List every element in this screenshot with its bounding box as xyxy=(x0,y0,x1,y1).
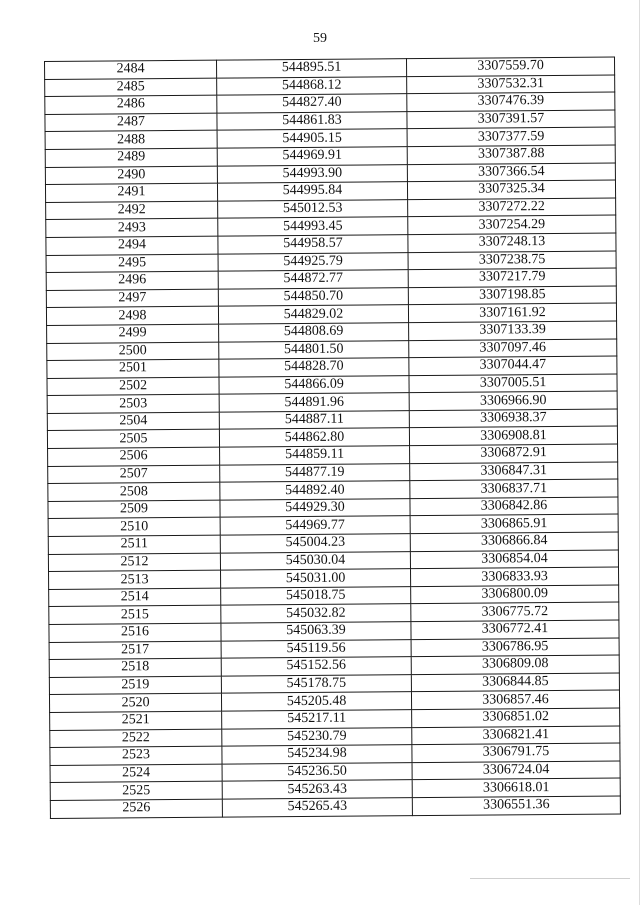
point-number-cell: 2499 xyxy=(47,324,219,343)
x-coordinate-cell: 544993.45 xyxy=(218,217,408,236)
x-coordinate-cell: 545119.56 xyxy=(221,639,411,658)
x-coordinate-cell: 544993.90 xyxy=(217,164,407,183)
x-coordinate-cell: 544929.30 xyxy=(220,498,410,517)
point-number-cell: 2521 xyxy=(50,711,222,730)
y-coordinate-cell: 3307198.85 xyxy=(408,286,616,305)
point-number-cell: 2517 xyxy=(49,641,221,660)
x-coordinate-cell: 545205.48 xyxy=(221,692,411,711)
x-coordinate-cell: 544861.83 xyxy=(217,111,407,130)
y-coordinate-cell: 3307366.54 xyxy=(407,163,615,182)
y-coordinate-cell: 3307005.51 xyxy=(409,374,617,393)
y-coordinate-cell: 3306842.86 xyxy=(410,497,618,516)
point-number-cell: 2493 xyxy=(46,218,218,237)
point-number-cell: 2500 xyxy=(47,342,219,361)
point-number-cell: 2486 xyxy=(45,95,217,114)
y-coordinate-cell: 3306857.46 xyxy=(411,690,619,709)
y-coordinate-cell: 3307044.47 xyxy=(409,356,617,375)
point-number-cell: 2524 xyxy=(50,764,222,783)
x-coordinate-cell: 544859.11 xyxy=(220,446,410,465)
point-number-cell: 2503 xyxy=(47,394,219,413)
y-coordinate-cell: 3306821.41 xyxy=(412,726,620,745)
y-coordinate-cell: 3306847.31 xyxy=(410,462,618,481)
y-coordinate-cell: 3306809.08 xyxy=(411,655,619,674)
y-coordinate-cell: 3306772.41 xyxy=(411,620,619,639)
x-coordinate-cell: 545217.11 xyxy=(222,710,412,729)
x-coordinate-cell: 544866.09 xyxy=(219,375,409,394)
y-coordinate-cell: 3307532.31 xyxy=(407,75,615,94)
y-coordinate-cell: 3307133.39 xyxy=(409,321,617,340)
y-coordinate-cell: 3306872.91 xyxy=(410,444,618,463)
y-coordinate-cell: 3307377.59 xyxy=(407,127,615,146)
point-number-cell: 2505 xyxy=(47,430,219,449)
x-coordinate-cell: 545234.98 xyxy=(222,745,412,764)
x-coordinate-cell: 545004.23 xyxy=(220,534,410,553)
point-number-cell: 2512 xyxy=(48,553,220,572)
point-number-cell: 2502 xyxy=(47,377,219,396)
point-number-cell: 2496 xyxy=(46,271,218,290)
y-coordinate-cell: 3306551.36 xyxy=(412,796,620,815)
y-coordinate-cell: 3306866.84 xyxy=(410,532,618,551)
point-number-cell: 2484 xyxy=(45,60,217,79)
y-coordinate-cell: 3307391.57 xyxy=(407,110,615,129)
y-coordinate-cell: 3307272.22 xyxy=(408,198,616,217)
point-number-cell: 2491 xyxy=(45,183,217,202)
x-coordinate-cell: 544958.57 xyxy=(218,235,408,254)
point-number-cell: 2508 xyxy=(48,482,220,501)
y-coordinate-cell: 3307559.70 xyxy=(406,57,614,76)
x-coordinate-cell: 544895.51 xyxy=(216,59,406,78)
x-coordinate-cell: 545031.00 xyxy=(221,569,411,588)
coordinates-table xyxy=(44,57,621,819)
x-coordinate-cell: 545265.43 xyxy=(222,798,412,817)
x-coordinate-cell: 545236.50 xyxy=(222,762,412,781)
y-coordinate-cell: 3306865.91 xyxy=(410,514,618,533)
x-coordinate-cell: 545032.82 xyxy=(221,604,411,623)
point-number-cell: 2507 xyxy=(48,465,220,484)
y-coordinate-cell: 3307325.34 xyxy=(407,180,615,199)
x-coordinate-cell: 545152.56 xyxy=(221,657,411,676)
point-number-cell: 2520 xyxy=(49,694,221,713)
x-coordinate-cell: 545063.39 xyxy=(221,622,411,641)
point-number-cell: 2504 xyxy=(47,412,219,431)
point-number-cell: 2513 xyxy=(49,570,221,589)
x-coordinate-cell: 544995.84 xyxy=(217,182,407,201)
y-coordinate-cell: 3306800.09 xyxy=(411,585,619,604)
y-coordinate-cell: 3306854.04 xyxy=(410,550,618,569)
x-coordinate-cell: 544877.19 xyxy=(220,463,410,482)
point-number-cell: 2516 xyxy=(49,623,221,642)
coordinates-table-body xyxy=(45,57,621,818)
coordinates-table-container xyxy=(44,57,620,819)
y-coordinate-cell: 3306837.71 xyxy=(410,479,618,498)
x-coordinate-cell: 544827.40 xyxy=(217,94,407,113)
x-coordinate-cell: 544969.91 xyxy=(217,147,407,166)
point-number-cell: 2523 xyxy=(50,746,222,765)
point-number-cell: 2525 xyxy=(50,781,222,800)
point-number-cell: 2506 xyxy=(48,447,220,466)
point-number-cell: 2522 xyxy=(50,729,222,748)
x-coordinate-cell: 545263.43 xyxy=(222,780,412,799)
point-number-cell: 2494 xyxy=(46,236,218,255)
y-coordinate-cell: 3306851.02 xyxy=(412,708,620,727)
point-number-cell: 2515 xyxy=(49,606,221,625)
y-coordinate-cell: 3306775.72 xyxy=(411,602,619,621)
footer-rule xyxy=(470,878,630,879)
point-number-cell: 2495 xyxy=(46,254,218,273)
y-coordinate-cell: 3307476.39 xyxy=(407,92,615,111)
table-row xyxy=(50,796,620,818)
y-coordinate-cell: 3306966.90 xyxy=(409,391,617,410)
y-coordinate-cell: 3307217.79 xyxy=(408,268,616,287)
point-number-cell: 2510 xyxy=(48,518,220,537)
x-coordinate-cell: 544905.15 xyxy=(217,129,407,148)
x-coordinate-cell: 544862.80 xyxy=(219,428,409,447)
x-coordinate-cell: 544808.69 xyxy=(219,323,409,342)
point-number-cell: 2498 xyxy=(46,306,218,325)
point-number-cell: 2487 xyxy=(45,113,217,132)
x-coordinate-cell: 545018.75 xyxy=(221,586,411,605)
point-number-cell: 2488 xyxy=(45,131,217,150)
point-number-cell: 2492 xyxy=(46,201,218,220)
point-number-cell: 2509 xyxy=(48,500,220,519)
y-coordinate-cell: 3306833.93 xyxy=(410,567,618,586)
x-coordinate-cell: 544872.77 xyxy=(218,270,408,289)
x-coordinate-cell: 544887.11 xyxy=(219,411,409,430)
x-coordinate-cell: 544891.96 xyxy=(219,393,409,412)
point-number-cell: 2518 xyxy=(49,658,221,677)
x-coordinate-cell: 544969.77 xyxy=(220,516,410,535)
y-coordinate-cell: 3306724.04 xyxy=(412,761,620,780)
point-number-cell: 2489 xyxy=(45,148,217,167)
x-coordinate-cell: 544868.12 xyxy=(217,76,407,95)
y-coordinate-cell: 3307161.92 xyxy=(408,303,616,322)
x-coordinate-cell: 544801.50 xyxy=(219,340,409,359)
point-number-cell: 2485 xyxy=(45,78,217,97)
x-coordinate-cell: 544850.70 xyxy=(218,287,408,306)
y-coordinate-cell: 3306786.95 xyxy=(411,638,619,657)
page-number: 59 xyxy=(313,31,327,46)
y-coordinate-cell: 3307238.75 xyxy=(408,251,616,270)
y-coordinate-cell: 3306844.85 xyxy=(411,673,619,692)
y-coordinate-cell: 3306618.01 xyxy=(412,778,620,797)
x-coordinate-cell: 544829.02 xyxy=(218,305,408,324)
x-coordinate-cell: 545230.79 xyxy=(222,727,412,746)
y-coordinate-cell: 3306791.75 xyxy=(412,743,620,762)
x-coordinate-cell: 545030.04 xyxy=(220,551,410,570)
y-coordinate-cell: 3307254.29 xyxy=(408,215,616,234)
x-coordinate-cell: 544828.70 xyxy=(219,358,409,377)
y-coordinate-cell: 3306938.37 xyxy=(409,409,617,428)
point-number-cell: 2526 xyxy=(50,799,222,818)
x-coordinate-cell: 544892.40 xyxy=(220,481,410,500)
point-number-cell: 2497 xyxy=(46,289,218,308)
point-number-cell: 2501 xyxy=(47,359,219,378)
x-coordinate-cell: 544925.79 xyxy=(218,252,408,271)
point-number-cell: 2519 xyxy=(49,676,221,695)
x-coordinate-cell: 545178.75 xyxy=(221,674,411,693)
y-coordinate-cell: 3307387.88 xyxy=(407,145,615,164)
x-coordinate-cell: 545012.53 xyxy=(218,199,408,218)
point-number-cell: 2514 xyxy=(49,588,221,607)
point-number-cell: 2511 xyxy=(48,535,220,554)
y-coordinate-cell: 3307097.46 xyxy=(409,339,617,358)
y-coordinate-cell: 3306908.81 xyxy=(409,426,617,445)
point-number-cell: 2490 xyxy=(45,166,217,185)
y-coordinate-cell: 3307248.13 xyxy=(408,233,616,252)
